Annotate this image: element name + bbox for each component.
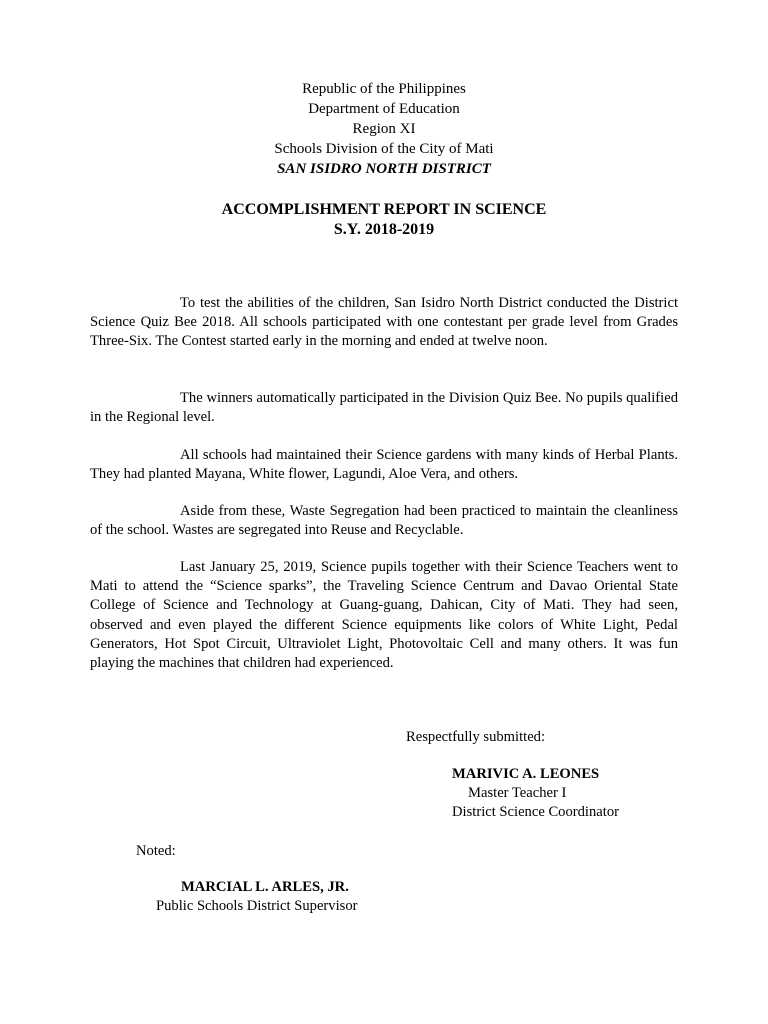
paragraph-division-quiz: The winners automatically participated in the Division Quiz Bee. No pupils qualified in the Regional level. — [90, 390, 678, 426]
paragraph-waste-segregation: Aside from these, Waste Segregation had been practiced to maintain the cleanliness of the school. Wastes are segregated into Reuse and Recyclable. — [90, 503, 678, 539]
header-division: Schools Division of the City of Mati — [274, 141, 494, 157]
signatory-position-2: District Science Coordinator — [452, 804, 619, 820]
report-title: ACCOMPLISHMENT REPORT IN SCIENCE — [221, 201, 547, 218]
paragraph-science-gardens: All schools had maintained their Science gardens with many kinds of Herbal Plants. They had planted Mayana, White flower, Lagundi, Aloe Vera, and others. — [90, 447, 678, 483]
noted-name: MARCIAL L. ARLES, JR. — [181, 879, 349, 895]
signatory-name: MARIVIC A. LEONES — [452, 766, 600, 782]
paragraph-quiz-bee: To test the abilities of the children, San Isidro North District conducted the District Science Quiz Bee 2018. All schools participated with one contestant per grade level from Grades Three-Six. The Contest started early in the morning and ended at twelve noon. — [90, 295, 678, 350]
respectfully-submitted-label: Respectfully submitted: — [406, 729, 546, 745]
report-school-year: S.Y. 2018-2019 — [333, 221, 435, 238]
paragraph-science-sparks: Last January 25, 2019, Science pupils together with their Science Teachers went to Mati to attend the “Science sparks”, the Traveling Science Centrum and Davao Oriental State College of Science and Technology at Guang-guang, Dahican, City of Mati. They had seen, observed and even played the different Science equipments like colors of White Light, Pedal Generators, Hot Spot Circuit, Ultraviolet Light, Photovoltaic Cell and many others. It was fun playing the machines that children had experienced. — [90, 559, 678, 672]
header-region: Region XI — [352, 121, 416, 137]
header-department: Department of Education — [308, 101, 460, 117]
header-district: SAN ISIDRO NORTH DISTRICT — [277, 161, 491, 177]
noted-position: Public Schools District Supervisor — [156, 898, 358, 914]
signatory-position-1: Master Teacher I — [468, 785, 567, 801]
header-republic: Republic of the Philippines — [302, 81, 466, 97]
noted-label: Noted: — [136, 843, 176, 859]
